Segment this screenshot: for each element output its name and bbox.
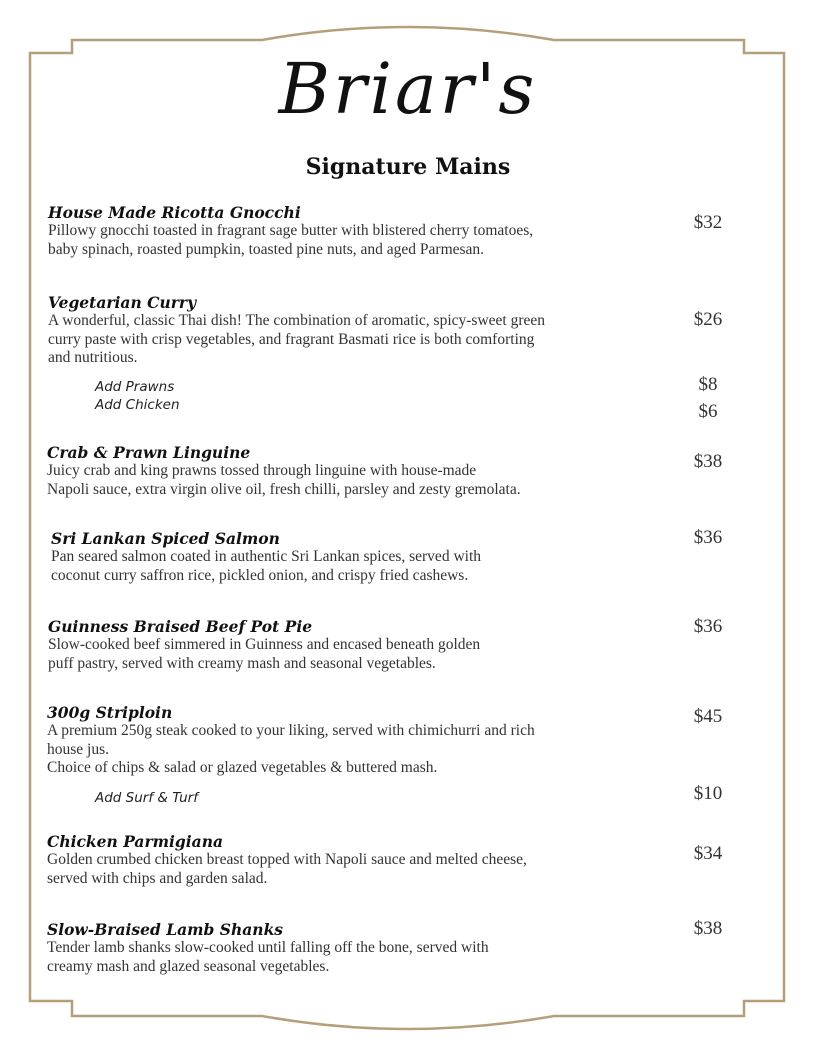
item-name: 300g Striploin [47,703,173,722]
menu-item [47,443,647,499]
item-name: Sri Lankan Spiced Salmon [51,529,280,548]
addon-label: Add Prawns [95,379,175,395]
menu-item [47,703,647,778]
addon-price: $6 [698,401,718,422]
item-description: Pillowy gnocchi toasted in fragrant sage butter with blistered cherry tomatoes, baby spinach, roasted pumpkin, toasted pine nuts, and aged Parmesan. [48,222,534,258]
item-description: Tender lamb shanks slow-cooked until falling off the bone, served with creamy mash and glazed seasonal vegetables. [47,939,489,975]
item-price: $45 [693,706,723,727]
item-description: A premium 250g steak cooked to your liking, served with chimichurri and rich house jus. Choice of chips & salad or glazed vegetables & buttered mash. [47,722,535,776]
item-name: Crab & Prawn Linguine [47,443,251,462]
item-name: Vegetarian Curry [48,293,197,312]
item-price: $36 [693,527,723,548]
menu-item [47,832,647,888]
section-title: Signature Mains [305,154,511,180]
item-price: $38 [693,918,723,939]
item-description: Golden crumbed chicken breast topped with Napoli sauce and melted cheese, served with chips and garden salad. [47,851,527,887]
item-name: Slow-Braised Lamb Shanks [47,920,284,939]
item-description: Juicy crab and king prawns tossed through linguine with house-made Napoli sauce, extra virgin olive oil, fresh chilli, parsley and zesty gremolata. [47,462,521,498]
item-name: Chicken Parmigiana [47,832,224,851]
addon-label: Add Chicken [95,397,180,413]
menu-item [48,617,648,673]
item-price: $26 [693,309,723,330]
item-name: Guinness Braised Beef Pot Pie [48,617,313,636]
addon-price: $8 [698,374,718,395]
item-description: A wonderful, classic Thai dish! The combination of aromatic, spicy-sweet green curry paste with crisp vegetables, and fragrant Basmati rice is both comforting and nutritious. [48,312,546,366]
item-price: $34 [693,843,723,864]
item-description: Pan seared salmon coated in authentic Sri Lankan spices, served with coconut curry saffron rice, pickled onion, and crispy fried cashews. [51,548,481,584]
menu-item [48,293,648,368]
menu-item [51,529,651,585]
addon-price: $10 [693,783,723,804]
addon-label: Add Surf & Turf [95,790,198,806]
menu-item [48,203,648,259]
menu-item [47,920,647,976]
item-description: Slow-cooked beef simmered in Guinness and encased beneath golden puff pastry, served with creamy mash and seasonal vegetables. [48,636,481,672]
item-name: House Made Ricotta Gnocchi [48,203,301,222]
restaurant-logo: Briar's [278,48,538,130]
item-price: $32 [693,212,723,233]
item-price: $36 [693,616,723,637]
item-price: $38 [693,451,723,472]
